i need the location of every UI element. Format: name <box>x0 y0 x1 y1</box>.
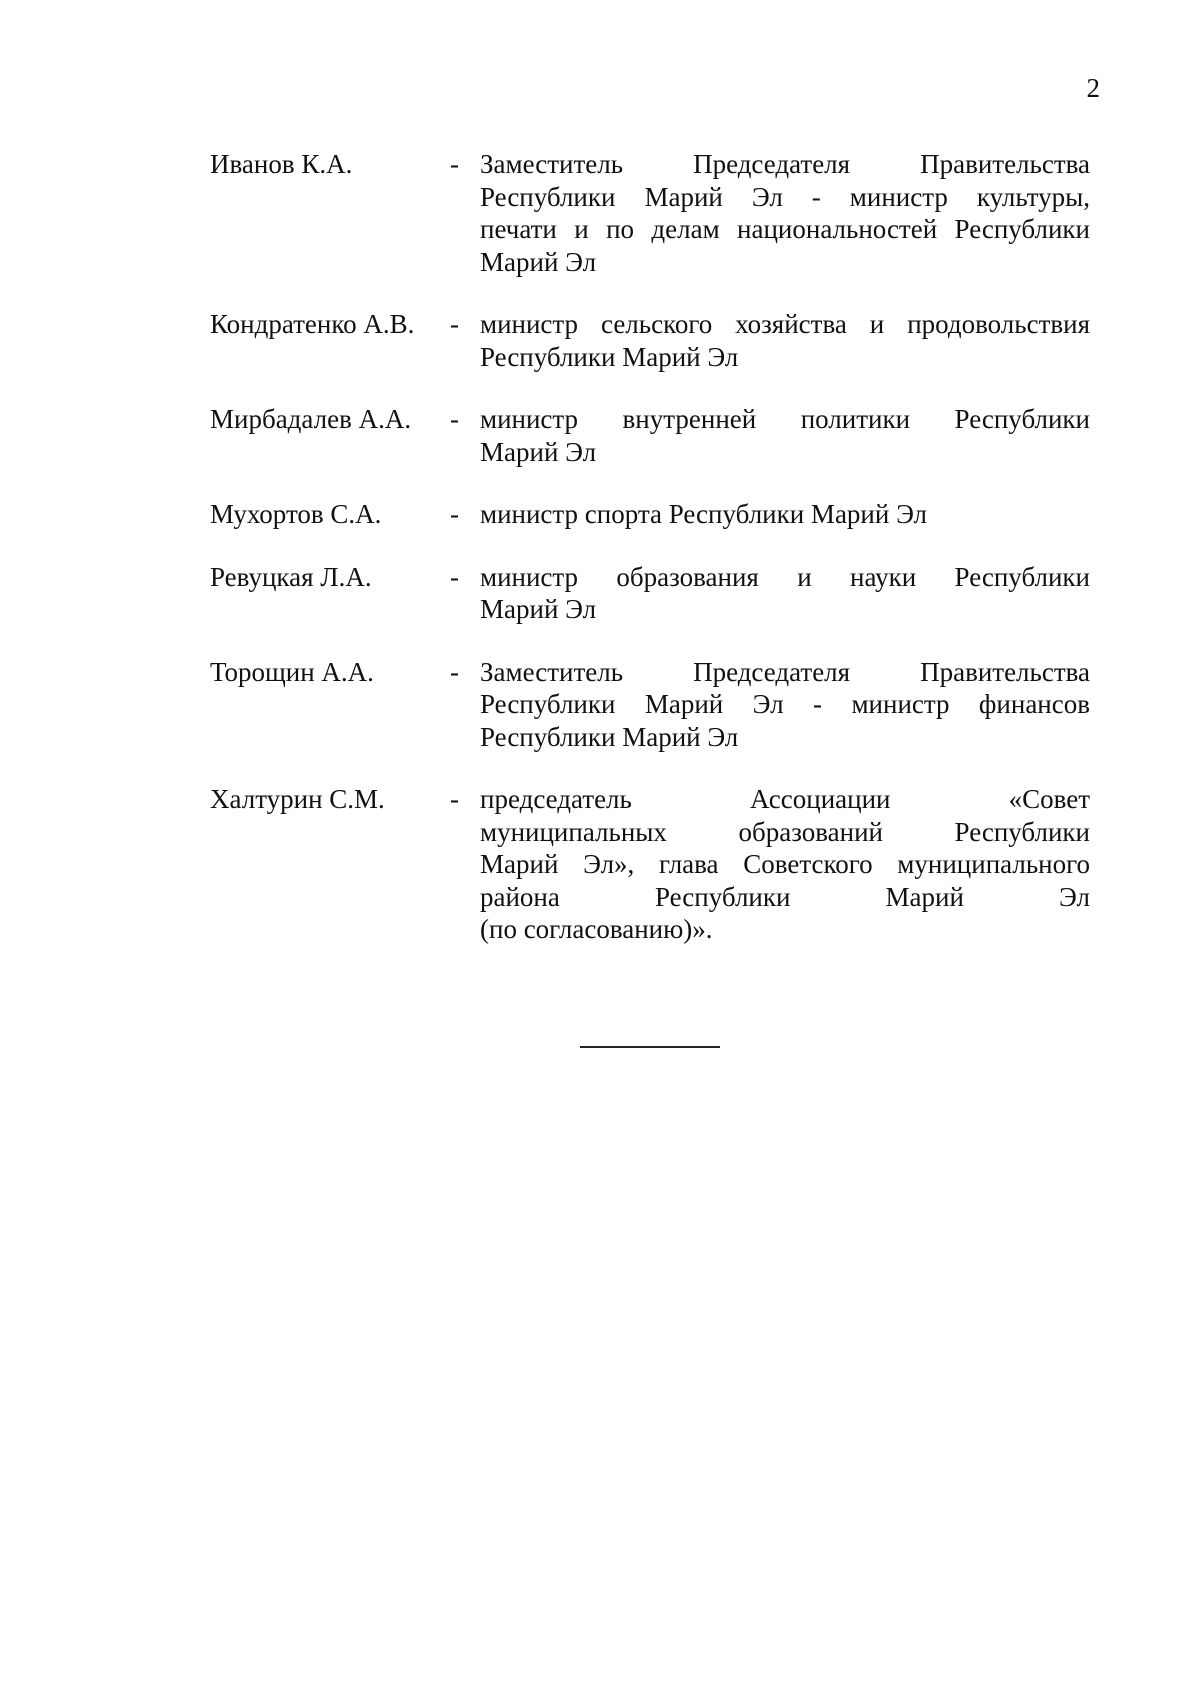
role-line: Марий Эл», глава Советского муниципального <box>480 849 1090 879</box>
member-row <box>210 561 1090 626</box>
role-line: Марий Эл <box>480 436 597 467</box>
member-name: Мирбадалев А.А. <box>210 404 412 434</box>
member-row <box>210 656 1090 754</box>
member-dash: - <box>450 784 459 814</box>
role-line: Республики Марий Эл - министр культуры, <box>480 181 1090 212</box>
member-name: Мухортов С.А. <box>210 499 382 529</box>
role-line: министр внутренней политики Республики <box>480 404 1090 434</box>
member-row <box>210 498 1090 531</box>
role-line: Марий Эл <box>480 594 597 624</box>
member-dash: - <box>450 404 459 434</box>
member-row <box>210 308 1090 373</box>
role-line: района Республики Марий Эл <box>480 881 1090 912</box>
member-dash: - <box>450 309 459 339</box>
member-role <box>480 783 1090 946</box>
member-role <box>480 656 1090 754</box>
member-name: Кондратенко А.В. <box>210 309 415 339</box>
page-number: 2 <box>1086 73 1100 103</box>
member-role <box>480 308 1090 373</box>
role-line: Заместитель Председателя Правительства <box>480 656 1090 687</box>
role-line: Республики Марий Эл <box>480 341 739 372</box>
member-name: Иванов К.А. <box>210 149 353 179</box>
member-list <box>210 148 1090 946</box>
member-dash: - <box>450 149 459 179</box>
member-row <box>210 783 1090 946</box>
role-line: печати и по делам национальностей Республики <box>480 214 1090 244</box>
member-row <box>210 403 1090 468</box>
end-rule <box>580 1046 720 1048</box>
member-dash: - <box>450 561 459 592</box>
member-row <box>210 148 1090 278</box>
role-line: министр спорта Республики Марий Эл <box>480 499 928 529</box>
member-name: Торощин А.А. <box>210 656 374 687</box>
member-name: Ревуцкая Л.А. <box>210 561 372 592</box>
member-name: Халтурин С.М. <box>210 784 385 814</box>
role-line: Марий Эл <box>480 246 597 277</box>
member-role <box>480 403 1090 468</box>
role-line: Республики Марий Эл <box>480 721 739 752</box>
role-line: (по согласованию)». <box>480 914 713 944</box>
role-line: председатель Ассоциации «Совет <box>480 784 1090 814</box>
role-line: Республики Марий Эл - министр финансов <box>480 689 1090 719</box>
role-line: министр сельского хозяйства и продовольствия <box>480 309 1090 339</box>
member-role <box>480 498 1090 531</box>
member-dash: - <box>450 499 459 529</box>
role-line: Заместитель Председателя Правительства <box>480 149 1090 179</box>
role-line: министр образования и науки Республики <box>480 561 1090 592</box>
member-role <box>480 561 1090 626</box>
member-dash: - <box>450 656 459 687</box>
role-line: муниципальных образований Республики <box>480 816 1090 847</box>
member-role <box>480 148 1090 278</box>
